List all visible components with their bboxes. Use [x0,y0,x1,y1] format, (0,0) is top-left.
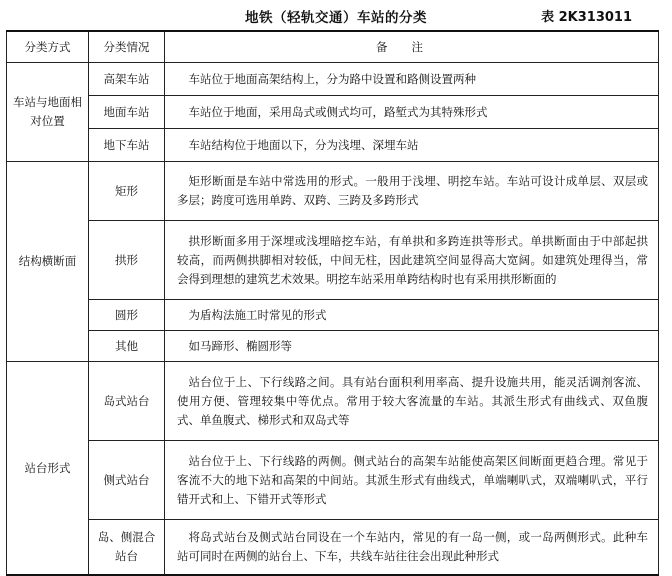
category-platform: 站台形式 [7,362,89,576]
table-title: 地铁（轻轨交通）车站的分类 [245,10,427,26]
table-row [7,300,659,331]
desc-cell: 站台位于上、下行线路之间。具有站台面积利用率高、提升设施共用，能灵活调剂客流、使用方便、管理较集中等优点。常用于较大客流量的车站。其派生形式有曲线式、双鱼腹式、单鱼腹式、梯形式和双岛式等 [165,362,659,441]
type-cell: 高架车站 [89,63,165,96]
type-cell: 拱形 [89,221,165,300]
header-method: 分类方式 [7,31,89,63]
type-cell: 侧式站台 [89,441,165,520]
station-classification-table [6,30,659,576]
type-cell: 岛式站台 [89,362,165,441]
desc-cell: 车站位于地面高架结构上，分为路中设置和路侧设置两种 [165,63,659,96]
table-title-bar [0,6,672,26]
desc-cell: 矩形断面是车站中常选用的形式。一般用于浅埋、明挖车站。车站可设计成单层、双层或多层；跨度可选用单跨、双跨、三跨及多跨形式 [165,162,659,221]
table-row [7,129,659,162]
desc-cell: 如马蹄形、椭圆形等 [165,331,659,362]
table-reference: 表 2K313011 [541,10,632,25]
type-cell: 其他 [89,331,165,362]
desc-cell: 将岛式站台及侧式站台同设在一个车站内，常见的有一岛一侧，或一岛两侧形式。此种车站可同时在两侧的站台上、下车，共线车站往往会出现此种形式 [165,520,659,576]
table-row [7,96,659,129]
table-row [7,331,659,362]
desc-cell: 车站位于地面，采用岛式或侧式均可，路堑式为其特殊形式 [165,96,659,129]
table-row [7,221,659,300]
table-row [7,441,659,520]
table-row [7,162,659,221]
type-cell: 矩形 [89,162,165,221]
header-row [7,31,659,63]
desc-cell: 站台位于上、下行线路的两侧。侧式站台的高架车站能使高架区间断面更趋合理。常见于客流不大的地下站和高架的中间站。其派生形式有曲线式，单端喇叭式，双端喇叭式，平行错开式和上、下错开式等形式 [165,441,659,520]
desc-cell: 为盾构法施工时常见的形式 [165,300,659,331]
header-note: 备注 [165,31,659,63]
table-row [7,520,659,576]
desc-cell: 拱形断面多用于深埋或浅埋暗挖车站，有单拱和多跨连拱等形式。单拱断面由于中部起拱较高，而两侧拱脚相对较低，中间无柱，因此建筑空间显得高大宽阔。如建筑处理得当，常会得到理想的建筑艺术效果。明挖车站采用单跨结构时也有采用拱形断面的 [165,221,659,300]
desc-cell: 车站结构位于地面以下，分为浅埋、深埋车站 [165,129,659,162]
type-cell: 岛、侧混合站台 [89,520,165,576]
category-structure: 结构横断面 [7,162,89,362]
category-position: 车站与地面相对位置 [7,63,89,162]
type-cell: 地下车站 [89,129,165,162]
type-cell: 圆形 [89,300,165,331]
header-case: 分类情况 [89,31,165,63]
table-row [7,63,659,96]
type-cell: 地面车站 [89,96,165,129]
table-row [7,362,659,441]
